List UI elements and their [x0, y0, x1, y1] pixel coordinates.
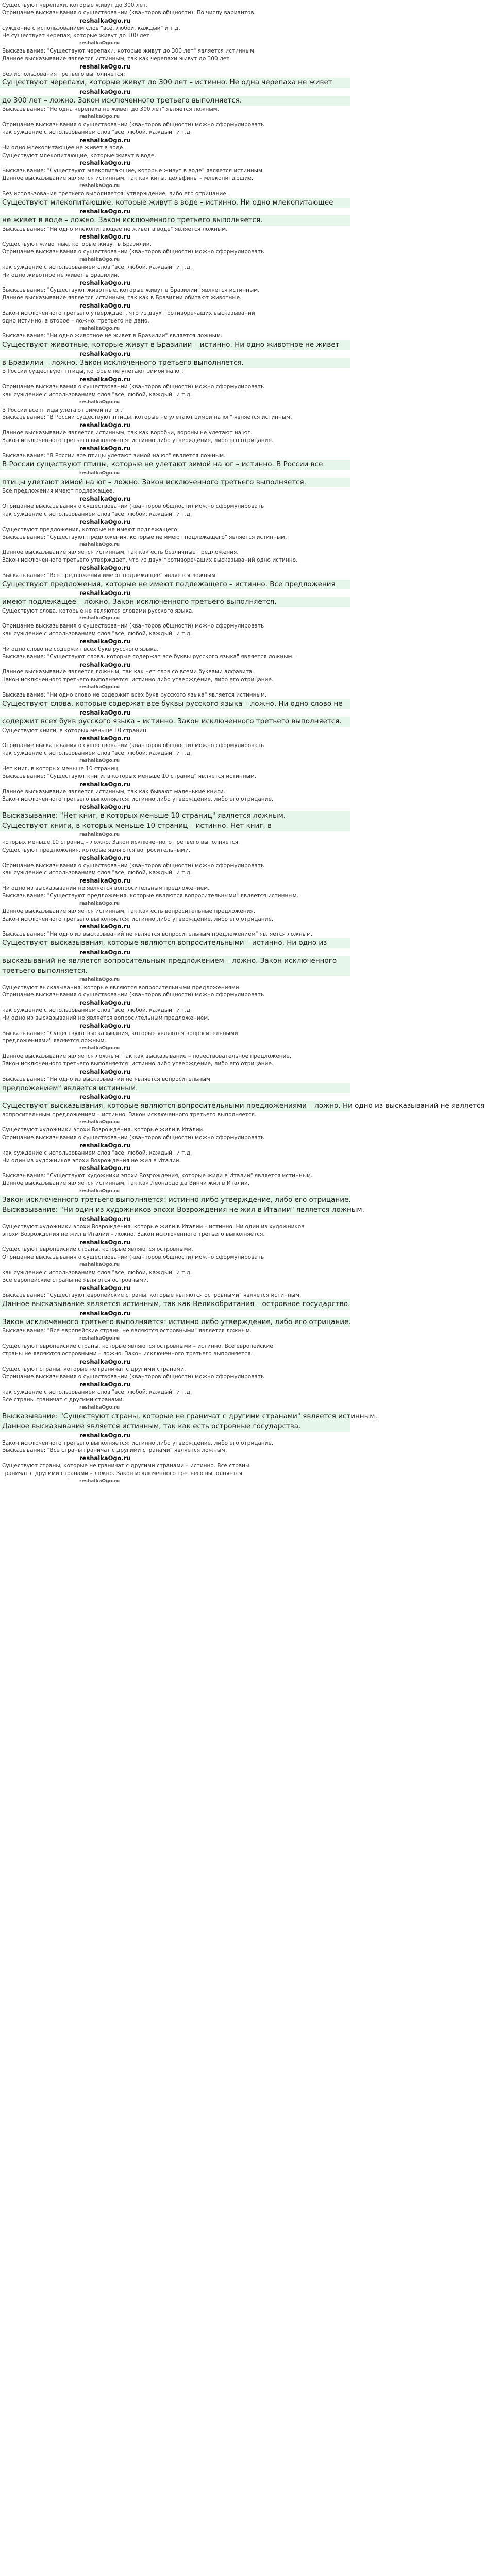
watermark: reshalkaOgo.ru: [79, 208, 131, 215]
text-line: Все предложения имеют подлежащее.: [2, 488, 114, 495]
text-line: Высказывание: "В России существуют птицы, которые не улетают зимой на юг" является истинным.: [2, 414, 292, 421]
watermark: reshalkaOgo.ru: [79, 1093, 131, 1101]
text-line: Ни одно из высказываний не является вопросительным предложением.: [2, 1014, 210, 1021]
watermark: reshalkaOgo.ru: [79, 136, 131, 144]
text-line: Закон исключенного третьего выполняется: истинно либо утверждение, либо его отрицание.: [2, 1060, 274, 1067]
text-line: Закон исключенного третьего выполняется: истинно либо утверждение, либо его отрицание.: [2, 437, 274, 444]
text-line: Отрицание высказывания о существовании (кванторов общности) можно сформулировать: [2, 122, 264, 128]
text-line: Закон исключенного третьего выполняется: истинно либо утверждение, либо его отрицание.: [0, 1317, 350, 1328]
text-line: как суждение с использованием слов "все, любой, каждый" и т.д.: [2, 1007, 192, 1014]
watermark: reshalkaOgo.ru: [79, 302, 131, 310]
text-line: Данное высказывание является истинным, так как бывают маленькие книги.: [2, 788, 225, 795]
text-line: птицы улетают зимой на юг – ложно. Закон исключенного третьего выполняется.: [0, 478, 350, 488]
watermark: reshalkaOgo.ru: [79, 471, 120, 477]
text-line: Высказывание: "Нет книг, в которых меньше 10 страниц" является ложным.: [0, 811, 350, 821]
text-line: как суждение с использованием слов "все, любой, каждый" и т.д.: [2, 1269, 192, 1276]
watermark: reshalkaOgo.ru: [79, 832, 120, 838]
text-line: предложением" является истинным.: [0, 1083, 350, 1094]
watermark: reshalkaOgo.ru: [79, 62, 131, 70]
watermark: reshalkaOgo.ru: [79, 542, 120, 548]
watermark: reshalkaOgo.ru: [79, 444, 131, 452]
text-line: высказываний не является вопросительным предложением – ложно. Закон исключенного: [0, 956, 350, 967]
text-line: Закон исключенного третьего выполняется: истинно либо утверждение, либо его отрицание.: [0, 1195, 350, 1206]
text-line: Отрицание высказывания о существовании (кванторов общности) можно сформулировать: [2, 503, 264, 510]
text-line: Отрицание высказывания о существовании (кванторов общности) можно сформулировать: [2, 384, 264, 390]
text-line: Высказывание: "В России все птицы улетают зимой на юг" является ложным.: [2, 452, 226, 459]
text-line: Ни одно из высказываний не является вопросительным предложением.: [2, 885, 210, 892]
text-line: Высказывание: "Существуют художники эпохи Возрождения, которые жили в Италии" является истинным.: [2, 1173, 313, 1179]
text-line: Закон исключенного третьего выполняется: истинно либо утверждение, либо его отрицание.: [2, 1439, 274, 1446]
watermark: reshalkaOgo.ru: [79, 616, 120, 621]
text-line: как суждение с использованием слов "все, любой, каждый" и т.д.: [2, 870, 192, 876]
watermark: reshalkaOgo.ru: [79, 564, 131, 571]
text-line: Существуют европейские страны, которые являются островными – истинно. Все европейские: [2, 1343, 273, 1349]
text-line: Данное высказывание является истинным, так как Леонардо да Винчи жил в Италии.: [2, 1180, 249, 1187]
text-line: Высказывание: "Существуют высказывания, которые являются вопросительными: [2, 1030, 238, 1037]
text-line: Высказывание: "Все европейские страны не являются островными" является ложным.: [2, 1328, 252, 1334]
watermark: reshalkaOgo.ru: [79, 780, 131, 788]
text-line: Высказывание: "Все страны граничат с другими странами" является ложным.: [2, 1447, 227, 1454]
text-line: Высказывание: "Ни одно животное не живет в Бразилии" является ложным.: [2, 333, 223, 340]
watermark: reshalkaOgo.ru: [79, 88, 131, 96]
watermark: reshalkaOgo.ru: [79, 1404, 120, 1410]
text-line: Существуют предложения, которые являются вопросительными.: [2, 846, 191, 853]
watermark: reshalkaOgo.ru: [79, 326, 120, 331]
watermark: reshalkaOgo.ru: [79, 183, 120, 189]
watermark: reshalkaOgo.ru: [79, 1454, 131, 1462]
watermark: reshalkaOgo.ru: [79, 1067, 131, 1075]
text-line: Существуют животные, которые живут в Бразилии – истинно. Ни одно животное не живет: [0, 340, 350, 350]
watermark: reshalkaOgo.ru: [79, 977, 120, 982]
watermark: reshalkaOgo.ru: [79, 901, 120, 906]
text-line: Существуют художники эпохи Возрождения, которые жили в Италии.: [2, 1127, 205, 1133]
watermark: reshalkaOgo.ru: [79, 257, 120, 262]
watermark: reshalkaOgo.ru: [79, 734, 131, 742]
watermark: reshalkaOgo.ru: [79, 638, 131, 645]
text-line: Существуют черепахи, которые живут до 300 лет.: [2, 2, 148, 8]
text-line: Ни одно слово не содержит всех букв русского языка.: [2, 646, 159, 652]
text-line: Ни одно животное не живет в Бразилии.: [2, 272, 120, 278]
watermark: reshalkaOgo.ru: [79, 1381, 131, 1388]
text-line: В России все птицы улетают зимой на юг.: [2, 406, 123, 413]
text-line: Высказывание: "Существуют предложения, которые не имеют подлежащего" является истинным.: [2, 534, 287, 540]
text-line: Высказывание: "Существуют книги, в которых меньше 10 страниц" является истинным.: [2, 773, 257, 779]
watermark: reshalkaOgo.ru: [79, 114, 120, 120]
watermark: reshalkaOgo.ru: [79, 1262, 120, 1268]
watermark: reshalkaOgo.ru: [79, 1284, 131, 1292]
text-line: как суждение с использованием слов "все, любой, каждый" и т.д.: [2, 264, 192, 270]
text-line: Без использования третьего выполняется: утверждение, либо его отрицание.: [2, 190, 228, 197]
text-line: Без использования третьего выполняется:: [2, 71, 125, 77]
text-line: Данное высказывание является истинным, так как киты, дельфины – млекопитающие.: [2, 175, 254, 182]
text-line: Нет книг, в которых меньше 10 страниц.: [2, 766, 120, 772]
text-line: как суждение с использованием слов "все, любой, каждый" и т.д.: [2, 511, 192, 517]
text-line: суждение с использованием слов "все, любой, каждый" и т.д.: [2, 25, 180, 31]
text-line: Существуют предложения, которые не имеют подлежащего – истинно. Все предложения: [0, 580, 350, 590]
watermark: reshalkaOgo.ru: [79, 41, 120, 46]
text-line: Все европейские страны не являются островными.: [2, 1277, 149, 1283]
text-line: Данное высказывание является истинным, так как Великобритания – островное государство.: [0, 1299, 350, 1310]
watermark: reshalkaOgo.ru: [79, 758, 120, 764]
watermark: reshalkaOgo.ru: [79, 376, 131, 383]
text-line: имеют подлежащее – ложно. Закон исключенного третьего выполняется.: [0, 597, 350, 607]
watermark: reshalkaOgo.ru: [79, 159, 131, 167]
watermark: reshalkaOgo.ru: [79, 1022, 131, 1029]
text-line: Существуют предложения, которые не имеют подлежащего.: [2, 526, 179, 533]
text-line: Существуют черепахи, которые живут до 300 лет – истинно. Не одна черепаха не живет: [0, 78, 350, 88]
text-line: Высказывание: "Все предложения имеют подлежащее" является ложным.: [2, 572, 218, 579]
text-line: до 300 лет – ложно. Закон исключенного третьего выполняется.: [0, 96, 350, 106]
text-line: вопросительным предложением – истинно. Закон исключенного третьего выполняется.: [2, 1111, 257, 1118]
text-line: содержит всех букв русского языка – истинно. Закон исключенного третьего выполняется.: [0, 717, 350, 727]
text-line: одно истинно, а второе – ложно; третьего не дано.: [2, 317, 149, 324]
watermark: reshalkaOgo.ru: [79, 1120, 120, 1125]
watermark: reshalkaOgo.ru: [79, 877, 131, 885]
text-line: Закон исключенного третьего утверждает, что из двух противоречащих высказываний одно истинно.: [2, 557, 298, 564]
text-line: Существуют художники эпохи Возрождения, которые жили в Италии – истинно. Ни один из художников: [2, 1223, 305, 1230]
text-line: Существуют слова, которые не являются словами русского языка.: [2, 607, 194, 614]
text-line: Существуют страны, которые не граничат с другими странами – истинно. Все страны: [2, 1463, 250, 1469]
text-line: Высказывание: "Ни одно слово не содержит всех букв русского языка" является истинным.: [2, 691, 267, 698]
text-line: Ни одно млекопитающее не живет в воде.: [2, 144, 125, 151]
text-line: Отрицание высказывания о существовании (кванторов общности) можно сформулировать: [2, 1374, 264, 1380]
text-line: Высказывание: "Существуют предложения, которые являются вопросительными" является истинным.: [2, 893, 298, 899]
text-line: не живет в воде – ложно. Закон исключенного третьего выполняется.: [0, 215, 350, 226]
text-line: Существуют книги, в которых меньше 10 страниц – истинно. Нет книг, в: [0, 821, 350, 832]
watermark: reshalkaOgo.ru: [79, 1188, 120, 1194]
text-line: Существуют европейские страны, которые являются островными.: [2, 1246, 193, 1253]
watermark: reshalkaOgo.ru: [79, 495, 131, 503]
watermark: reshalkaOgo.ru: [79, 660, 131, 668]
text-line: Существуют млекопитающие, которые живут в воде – истинно. Ни одно млекопитающее: [0, 198, 350, 208]
text-line: Высказывание: "Существуют слова, которые содержат все буквы русского языка" является ложным.: [2, 653, 294, 660]
text-line: Не существует черепах, которые живут до 300 лет.: [2, 32, 152, 39]
text-line: Данное высказывание является истинным, так как есть безличные предложения.: [2, 549, 239, 556]
text-line: Данное высказывание является истинным, так как есть островные государства.: [0, 1421, 350, 1432]
text-line: Отрицание высказывания о существовании (кванторов общности) можно сформулировать: [2, 623, 264, 630]
watermark: reshalkaOgo.ru: [79, 948, 131, 956]
text-line: Высказывание: "Не одна черепаха не живет до 300 лет" является ложным.: [2, 106, 219, 113]
text-line: эпохи Возрождения не жил в Италии – ложно. Закон исключенного третьего выполняется.: [2, 1231, 265, 1238]
text-line: Данное высказывание является истинным, так как в Бразилии обитают животные.: [2, 295, 242, 301]
text-line: Отрицание высказывания о существовании (кванторов общности) можно сформулировать: [2, 862, 264, 869]
text-line: как суждение с использованием слов "все, любой, каждый" и т.д.: [2, 129, 192, 135]
text-line: Ни один из художников эпохи Возрождения не жил в Италии.: [2, 1157, 181, 1164]
text-line: В России существуют птицы, которые не улетают зимой на юг.: [2, 368, 184, 375]
text-line: Существуют высказывания, которые являются вопросительными предложениями.: [2, 984, 241, 991]
watermark: reshalkaOgo.ru: [79, 923, 131, 930]
watermark: reshalkaOgo.ru: [79, 233, 131, 241]
text-line: Существуют высказывания, которые являются вопросительными предложениями – ложно. Ни одно из высказываний не является: [0, 1101, 350, 1111]
text-line: Данное высказывание является истинным, так как воробьи, вороны не улетают на юг.: [2, 430, 253, 436]
text-line: Высказывание: "Ни одно из высказываний не является вопросительным: [2, 1076, 210, 1082]
watermark: reshalkaOgo.ru: [79, 854, 131, 861]
text-line: Высказывание: "Ни одно из высказываний не является вопросительным предложением" является ложным.: [2, 931, 313, 938]
text-line: Отрицание высказывания о существовании (кванторов общности) можно сформулировать: [2, 742, 264, 749]
text-line: Отрицание высказывания о существовании (кванторов общности) можно сформулировать: [2, 249, 264, 256]
watermark: reshalkaOgo.ru: [79, 589, 131, 597]
watermark: reshalkaOgo.ru: [79, 1309, 131, 1317]
text-line: Существуют книги, в которых меньше 10 страниц.: [2, 727, 148, 734]
watermark: reshalkaOgo.ru: [79, 1141, 131, 1149]
text-line: как суждение с использованием слов "все, любой, каждый" и т.д.: [2, 1389, 192, 1396]
watermark: reshalkaOgo.ru: [79, 709, 131, 717]
watermark: reshalkaOgo.ru: [79, 279, 131, 286]
text-line: Данное высказывание является истинным, так как есть вопросительные предложения.: [2, 908, 256, 914]
text-line: Данное высказывание является ложным, так как высказывание – повествовательное предложение.: [2, 1053, 292, 1060]
text-line: Закон исключенного третьего утверждает, что из двух противоречащих высказываний: [2, 310, 255, 316]
text-line: В России существуют птицы, которые не улетают зимой на юг – истинно. В России все: [0, 460, 350, 470]
text-line: Данное высказывание является истинным, так как черепахи живут до 300 лет.: [2, 55, 231, 62]
watermark: reshalkaOgo.ru: [79, 1478, 120, 1484]
watermark: reshalkaOgo.ru: [79, 1215, 131, 1223]
text-line: Отрицание высказывания о существовании (кванторов общности): По числу вариантов: [2, 9, 254, 16]
text-line: Высказывание: "Существуют животные, которые живут в Бразилии" является истинным.: [2, 287, 260, 294]
text-line: Отрицание высказывания о существовании (кванторов общности) можно сформулировать: [2, 992, 264, 998]
text-line: предложениями" является ложным.: [2, 1038, 106, 1044]
text-line: Высказывание: "Ни одно млекопитающее не живет в воде" является ложным.: [2, 226, 228, 232]
watermark: reshalkaOgo.ru: [79, 1164, 131, 1172]
text-line: Отрицание высказывания о существовании (кванторов общности) можно сформулировать: [2, 1134, 264, 1141]
text-line: Отрицание высказывания о существовании (кванторов общности) можно сформулировать: [2, 1254, 264, 1261]
text-line: Высказывание: "Существуют европейские страны, которые являются островными" является истинным.: [2, 1292, 302, 1299]
text-line: Существуют высказывания, которые являются вопросительными – истинно. Ни одно из: [0, 938, 350, 948]
watermark: reshalkaOgo.ru: [79, 1431, 131, 1439]
text-line: Высказывание: "Существуют страны, которые не граничат с другими странами" является истинным.: [0, 1412, 350, 1422]
watermark: reshalkaOgo.ru: [79, 1336, 120, 1342]
text-line: Высказывание: "Существуют млекопитающие, которые живут в воде" является истинным.: [2, 167, 264, 174]
text-line: Существуют животные, которые живут в Бразилии.: [2, 241, 152, 248]
watermark: reshalkaOgo.ru: [79, 1358, 131, 1365]
text-line: как суждение с использованием слов "все, любой, каждый" и т.д.: [2, 391, 192, 398]
text-line: как суждение с использованием слов "все, любой, каждый" и т.д.: [2, 631, 192, 637]
text-line: Все страны граничат с другими странами.: [2, 1396, 124, 1403]
text-line: Высказывание: "Существуют черепахи, которые живут до 300 лет" является истинным.: [2, 48, 256, 55]
watermark: reshalkaOgo.ru: [79, 803, 131, 811]
watermark: reshalkaOgo.ru: [79, 350, 131, 358]
text-line: Существуют страны, которые не граничат с другими странами.: [2, 1366, 186, 1372]
watermark: reshalkaOgo.ru: [79, 999, 131, 1007]
text-line: Закон исключенного третьего выполняется: истинно либо утверждение, либо его отрицание.: [2, 796, 274, 803]
text-line: как суждение с использованием слов "все, любой, каждый" и т.д.: [2, 1149, 192, 1156]
text-line: третьего выполняется.: [0, 966, 350, 976]
text-line: Существуют слова, которые содержат все буквы русского языка – ложно. Ни одно слово не: [0, 699, 350, 709]
text-line: которых меньше 10 страниц – ложно. Закон исключенного третьего выполняется.: [2, 839, 240, 846]
watermark: reshalkaOgo.ru: [79, 1238, 131, 1246]
watermark: reshalkaOgo.ru: [79, 685, 120, 690]
text-line: граничат с другими странами – ложно. Закон исключенного третьего выполняется.: [2, 1470, 244, 1477]
text-line: Закон исключенного третьего выполняется: истинно либо утверждение, либо его отрицание.: [2, 916, 274, 922]
watermark: reshalkaOgo.ru: [79, 518, 131, 526]
text-line: Высказывание: "Ни один из художников эпохи Возрождения не жил в Италии" является ложным.: [0, 1205, 350, 1215]
text-line: Существуют млекопитающие, которые живут в воде.: [2, 152, 156, 159]
text-line: Закон исключенного третьего выполняется: истинно либо утверждение, либо его отрицание.: [2, 676, 274, 683]
text-line: Данное высказывание является ложным, так как нет слов со всеми буквами алфавита.: [2, 669, 254, 675]
text-line: страны не являются островными – ложно. Закон исключенного третьего выполняется.: [2, 1350, 253, 1357]
text-line: в Бразилии – ложно. Закон исключенного третьего выполняется.: [0, 358, 350, 368]
watermark: reshalkaOgo.ru: [79, 16, 131, 24]
watermark: reshalkaOgo.ru: [79, 399, 120, 405]
text-line: как суждение с использованием слов "все, любой, каждый" и т.д.: [2, 750, 192, 757]
watermark: reshalkaOgo.ru: [79, 421, 131, 429]
watermark: reshalkaOgo.ru: [79, 1046, 120, 1052]
